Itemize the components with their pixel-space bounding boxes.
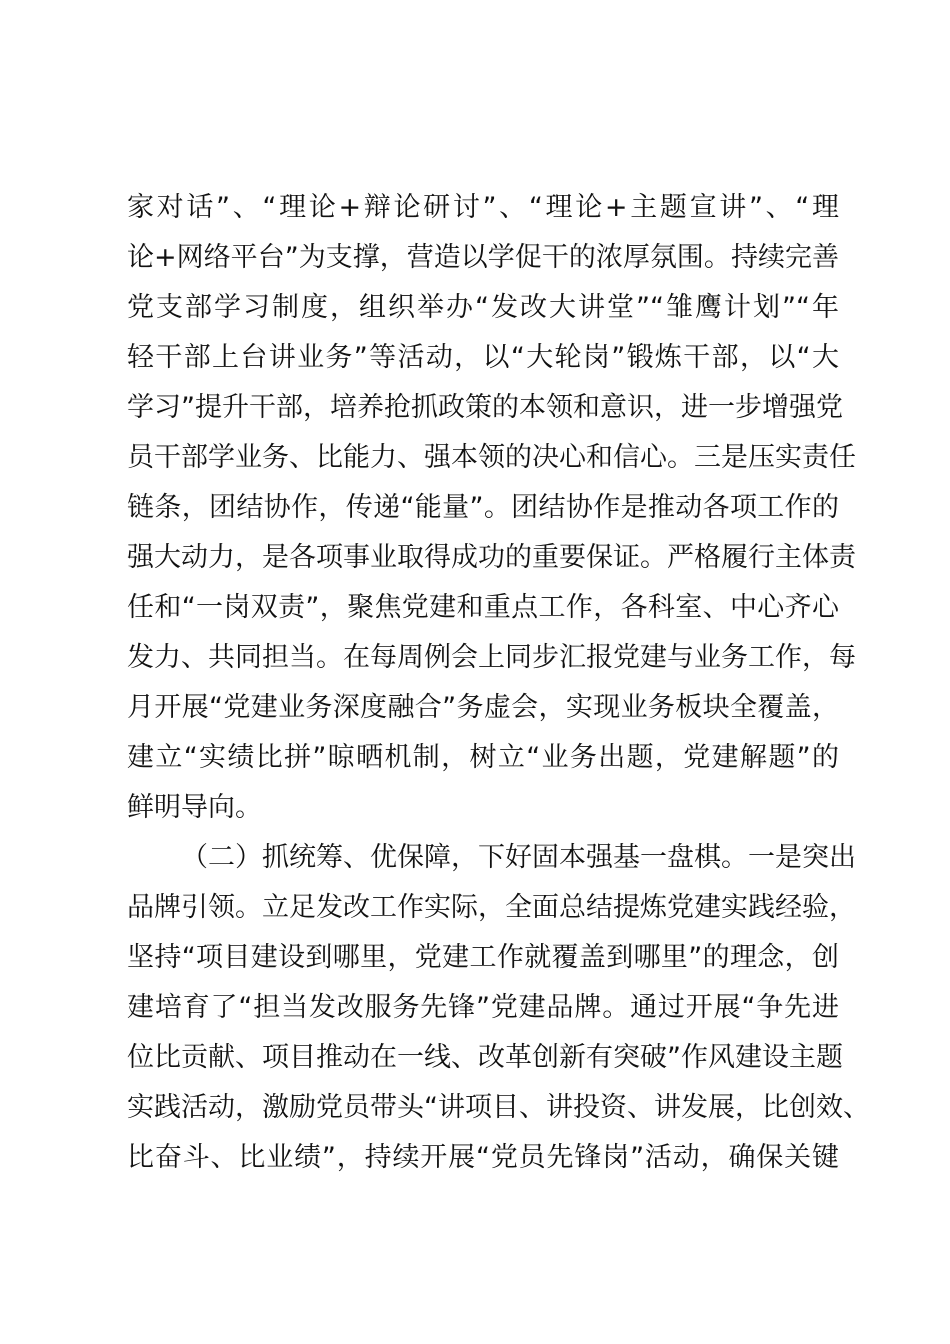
text-line: 员干部学业务、比能力、强本领的决心和信心。三是压实责任 [127, 442, 856, 473]
text-line: 实践活动，激励党员带头“讲项目、讲投资、讲发展，比创效、 [127, 1092, 870, 1123]
text-line: 党支部学习制度，组织举办“发改大讲堂”“雏鹰计划”“年 [127, 292, 839, 323]
text-line: 强大动力，是各项事业取得成功的重要保证。严格履行主体责 [127, 542, 856, 573]
text-line: 轻干部上台讲业务”等活动，以“大轮岗”锻炼干部，以“大 [127, 342, 839, 373]
text-line: 发力、共同担当。在每周例会上同步汇报党建与业务工作，每 [127, 642, 856, 673]
text-line: 比奋斗、比业绩”，持续开展“党员先锋岗”活动，确保关键 [127, 1142, 839, 1173]
section-heading-line: （二）抓统筹、优保障，下好固本强基一盘棋。一是突出 [181, 842, 856, 873]
text-line: 品牌引领。立足发改工作实际，全面总结提炼党建实践经验， [127, 892, 856, 923]
text-line: 家对话”、“理论+辩论研讨”、“理论+主题宣讲”、“理 [127, 192, 839, 223]
text-line: 任和“一岗双责”，聚焦党建和重点工作，各科室、中心齐心 [127, 592, 839, 623]
text-line: 学习”提升干部，培养抢抓政策的本领和意识，进一步增强党 [127, 392, 843, 423]
text-line: 建培育了“担当发改服务先锋”党建品牌。通过开展“争先进 [127, 992, 839, 1023]
document-body [127, 183, 870, 1183]
text-line: 链条，团结协作，传递“能量”。团结协作是推动各项工作的 [127, 492, 839, 523]
text-line: 建立“实绩比拼”晾晒机制，树立“业务出题，党建解题”的 [127, 742, 839, 773]
paragraph-last-line: 鲜明导向。 [127, 792, 262, 823]
text-line: 月开展“党建业务深度融合”务虚会，实现业务板块全覆盖， [127, 692, 839, 723]
text-line: 坚持“项目建设到哪里，党建工作就覆盖到哪里”的理念，创 [127, 942, 839, 973]
text-line: 位比贡献、项目推动在一线、改革创新有突破”作风建设主题 [127, 1042, 843, 1073]
text-line: 论+网络平台”为支撑，营造以学促干的浓厚氛围。持续完善 [127, 242, 839, 273]
